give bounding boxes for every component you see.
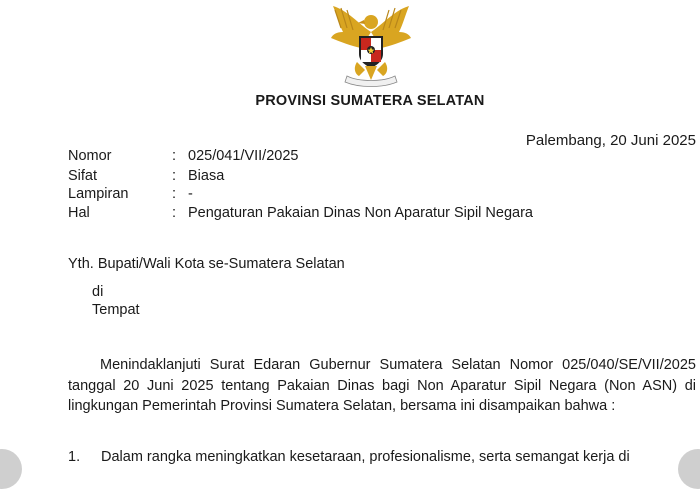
di-label: di: [92, 284, 104, 300]
meta-value: -: [188, 186, 193, 202]
body-paragraph: Menindaklanjuti Surat Edaran Gubernur Sumatera Selatan Nomor 025/040/SE/VII/2025 tanggal 20 Juni 2025 tentang Pakaian Dinas bagi Non Aparatur Sipil Negara (Non ASN) di lingkungan Pemerintah Provinsi Sumatera Selatan, bersama ini disampaikan bahwa :: [68, 357, 696, 414]
meta-colon: :: [172, 168, 177, 184]
meta-label: Lampiran: [68, 186, 129, 202]
meta-label: Hal: [68, 205, 90, 221]
garuda-pancasila-emblem-icon: [325, 2, 417, 88]
recipient: Yth. Bupati/Wali Kota se-Sumatera Selatan: [68, 256, 345, 272]
scroll-edge-left: [0, 449, 22, 489]
meta-value: Biasa: [188, 168, 225, 184]
place-date: Palembang, 20 Juni 2025: [525, 132, 696, 149]
meta-colon: :: [172, 148, 177, 164]
meta-colon: :: [172, 186, 177, 202]
meta-colon: :: [172, 205, 177, 221]
meta-value: 025/041/VII/2025: [188, 148, 299, 164]
list-text: Dalam rangka meningkatkan kesetaraan, profesionalisme, serta semangat kerja di: [101, 449, 630, 465]
letterhead-title: PROVINSI SUMATERA SELATAN: [255, 93, 485, 109]
meta-label: Sifat: [68, 168, 98, 184]
meta-value: Pengaturan Pakaian Dinas Non Aparatur Sipil Negara: [188, 205, 533, 221]
tempat-label: Tempat: [92, 302, 140, 318]
meta-label: Nomor: [68, 148, 112, 164]
list-number: 1.: [68, 449, 81, 465]
